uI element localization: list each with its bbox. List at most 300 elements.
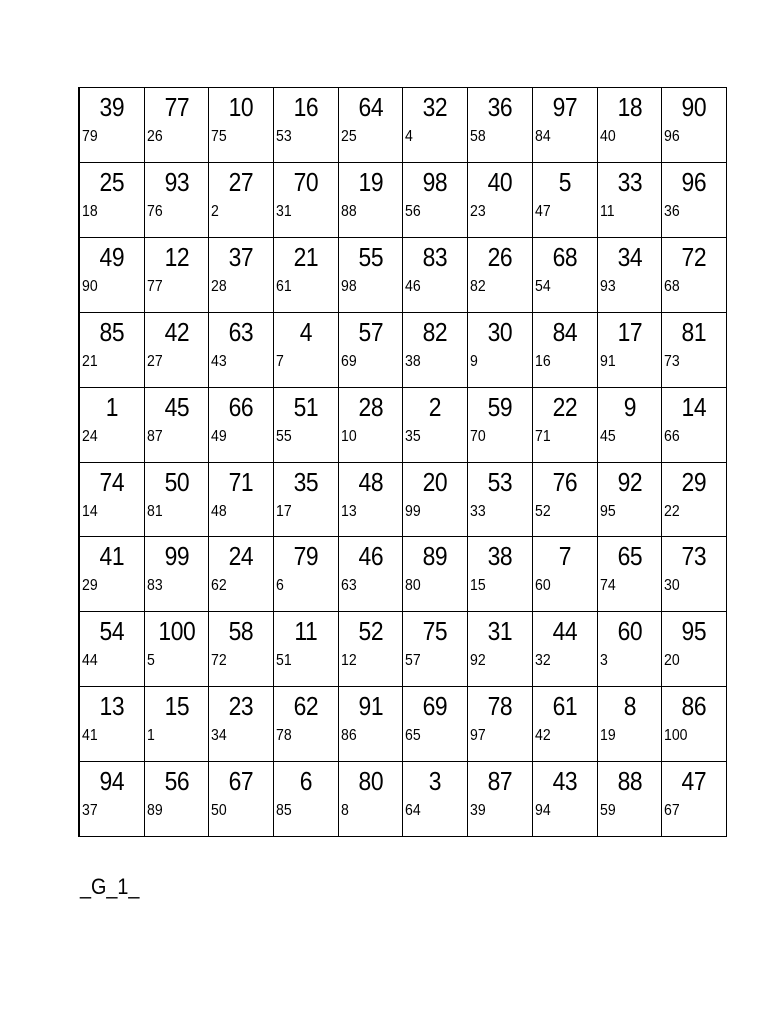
grid-cell: [80, 762, 145, 837]
grid-cell: [209, 687, 274, 762]
cell-main-number: 27: [228, 166, 254, 197]
cell-sub-number: 64: [405, 802, 422, 820]
grid-cell: [468, 687, 533, 762]
cell-sub-number: 92: [470, 652, 486, 670]
grid-cell: [80, 463, 145, 538]
cell-sub-number: 76: [146, 202, 163, 220]
grid-cell: [598, 163, 663, 238]
grid-cell: [533, 313, 598, 388]
cell-sub-number: 4: [405, 128, 414, 145]
cell-main-number: 42: [164, 316, 189, 347]
grid-cell: [662, 762, 727, 837]
grid-cell: [80, 388, 145, 463]
cell-main-number: 99: [164, 541, 189, 572]
grid-cell: [274, 163, 339, 238]
grid-cell: [209, 612, 274, 687]
grid-cell: [339, 762, 404, 837]
cell-main-number: 81: [681, 316, 707, 347]
cell-sub-number: 80: [405, 577, 422, 595]
cell-sub-number: 96: [664, 128, 680, 145]
cell-main-number: 40: [487, 166, 513, 197]
cell-main-number: 87: [487, 766, 513, 797]
cell-main-number: 70: [293, 166, 319, 197]
cell-sub-number: 84: [534, 128, 551, 145]
cell-sub-number: 48: [211, 502, 228, 520]
grid-cell: [662, 537, 727, 612]
cell-main-number: 17: [617, 316, 642, 347]
cell-sub-number: 94: [534, 802, 551, 820]
cell-main-number: 47: [681, 766, 707, 797]
cell-sub-number: 21: [82, 352, 98, 370]
cell-sub-number: 95: [599, 502, 616, 520]
cell-sub-number: 39: [470, 802, 486, 820]
grid-cell: [274, 612, 339, 687]
cell-main-number: 31: [487, 616, 513, 647]
cell-sub-number: 28: [211, 277, 228, 295]
grid-cell: [274, 88, 339, 163]
cell-main-number: 34: [617, 241, 642, 272]
grid-cell: [598, 388, 663, 463]
cell-main-number: 100: [158, 616, 195, 647]
cell-sub-number: 86: [340, 727, 357, 745]
cell-sub-number: 42: [534, 727, 551, 745]
cell-main-number: 13: [99, 691, 125, 722]
grid-cell: [598, 313, 663, 388]
cell-sub-number: 12: [340, 652, 357, 670]
cell-sub-number: 11: [599, 202, 615, 220]
grid-cell: [598, 612, 663, 687]
cell-sub-number: 29: [82, 577, 98, 595]
cell-main-number: 25: [99, 166, 125, 197]
cell-sub-number: 97: [470, 727, 486, 745]
grid-cell: [598, 463, 663, 538]
cell-sub-number: 63: [340, 577, 357, 595]
grid-cell: [145, 163, 210, 238]
cell-sub-number: 89: [146, 802, 163, 820]
cell-sub-number: 54: [534, 277, 551, 295]
grid-cell: [662, 238, 727, 313]
cell-sub-number: 24: [82, 427, 98, 445]
cell-main-number: 41: [99, 541, 125, 572]
cell-sub-number: 60: [534, 577, 551, 595]
cell-sub-number: 23: [470, 202, 486, 220]
cell-sub-number: 88: [340, 202, 357, 220]
grid-cell: [468, 88, 533, 163]
cell-main-number: 49: [99, 241, 125, 272]
cell-sub-number: 91: [599, 352, 616, 370]
cell-sub-number: 15: [470, 577, 486, 595]
grid-cell: [339, 163, 404, 238]
grid-cell: [403, 313, 468, 388]
cell-main-number: 24: [228, 541, 254, 572]
cell-main-number: 65: [617, 541, 642, 572]
cell-sub-number: 35: [405, 427, 422, 445]
grid-cell: [145, 537, 210, 612]
grid-cell: [274, 388, 339, 463]
cell-main-number: 54: [99, 616, 125, 647]
cell-sub-number: 83: [146, 577, 163, 595]
cell-sub-number: 3: [599, 652, 608, 670]
grid-cell: [662, 88, 727, 163]
cell-main-number: 15: [164, 691, 189, 722]
grid-cell: [274, 537, 339, 612]
grid-cell: [274, 463, 339, 538]
cell-main-number: 39: [99, 92, 125, 122]
cell-main-number: 29: [681, 466, 707, 497]
grid-cell: [403, 238, 468, 313]
cell-sub-number: 26: [146, 128, 163, 145]
grid-cell: [274, 687, 339, 762]
cell-main-number: 43: [552, 766, 578, 797]
cell-sub-number: 57: [405, 652, 422, 670]
cell-main-number: 56: [164, 766, 189, 797]
cell-main-number: 74: [99, 466, 125, 497]
cell-main-number: 38: [487, 541, 513, 572]
cell-main-number: 5: [558, 166, 571, 197]
cell-sub-number: 6: [276, 577, 284, 595]
grid-cell: [468, 313, 533, 388]
cell-main-number: 26: [487, 241, 513, 272]
cell-sub-number: 17: [276, 502, 292, 520]
cell-main-number: 86: [681, 691, 707, 722]
grid-cell: [533, 238, 598, 313]
grid-cell: [339, 463, 404, 538]
grid-cell: [403, 537, 468, 612]
grid-cell: [209, 313, 274, 388]
cell-main-number: 80: [358, 766, 383, 797]
cell-sub-number: 10: [340, 427, 357, 445]
grid-cell: [339, 88, 404, 163]
grid-cell: [533, 163, 598, 238]
cell-main-number: 37: [228, 241, 254, 272]
cell-main-number: 32: [423, 92, 448, 122]
grid-cell: [209, 537, 274, 612]
cell-sub-number: 77: [146, 277, 163, 295]
cell-sub-number: 51: [276, 652, 292, 670]
grid-cell: [209, 88, 274, 163]
cell-sub-number: 69: [340, 352, 357, 370]
grid-cell: [209, 762, 274, 837]
grid-cell: [533, 612, 598, 687]
cell-sub-number: 37: [82, 802, 98, 820]
cell-sub-number: 34: [211, 727, 228, 745]
cell-main-number: 36: [487, 92, 513, 122]
grid-cell: [662, 612, 727, 687]
cell-sub-number: 8: [340, 802, 349, 820]
grid-cell: [145, 238, 210, 313]
grid-cell: [80, 612, 145, 687]
grid-cell: [403, 388, 468, 463]
cell-main-number: 57: [358, 316, 383, 347]
cell-main-number: 23: [228, 691, 254, 722]
cell-main-number: 75: [423, 616, 448, 647]
cell-main-number: 93: [164, 166, 189, 197]
cell-main-number: 58: [228, 616, 254, 647]
grid-cell: [533, 687, 598, 762]
cell-sub-number: 43: [211, 352, 228, 370]
grid-cell: [403, 88, 468, 163]
cell-sub-number: 53: [276, 128, 292, 145]
grid-cell: [145, 762, 210, 837]
cell-sub-number: 100: [664, 727, 688, 745]
cell-main-number: 21: [293, 241, 319, 272]
cell-main-number: 9: [623, 391, 636, 422]
grid-cell: [533, 88, 598, 163]
cell-sub-number: 1: [146, 727, 155, 745]
cell-sub-number: 2: [211, 202, 220, 220]
grid-cell: [598, 88, 663, 163]
cell-main-number: 76: [552, 466, 578, 497]
cell-sub-number: 81: [146, 502, 163, 520]
grid-cell: [339, 612, 404, 687]
grid-cell: [662, 687, 727, 762]
cell-main-number: 95: [681, 616, 707, 647]
cell-main-number: 8: [623, 691, 636, 722]
cell-main-number: 83: [423, 241, 448, 272]
cell-sub-number: 71: [534, 427, 551, 445]
grid-cell: [598, 762, 663, 837]
cell-main-number: 94: [99, 766, 125, 797]
cell-sub-number: 62: [211, 577, 228, 595]
cell-sub-number: 90: [82, 277, 98, 295]
cell-main-number: 50: [164, 466, 189, 497]
grid-cell: [339, 388, 404, 463]
grid-cell: [145, 388, 210, 463]
cell-main-number: 97: [552, 92, 578, 122]
cell-sub-number: 65: [405, 727, 422, 745]
cell-main-number: 12: [164, 241, 189, 272]
cell-sub-number: 38: [405, 352, 422, 370]
cell-main-number: 59: [487, 391, 513, 422]
cell-sub-number: 14: [82, 502, 98, 520]
cell-main-number: 73: [681, 541, 707, 572]
cell-sub-number: 31: [276, 202, 292, 220]
cell-sub-number: 68: [664, 277, 680, 295]
cell-main-number: 46: [358, 541, 383, 572]
cell-sub-number: 44: [82, 652, 98, 670]
cell-main-number: 78: [487, 691, 513, 722]
grid-cell: [403, 463, 468, 538]
grid-cell: [145, 463, 210, 538]
cell-main-number: 61: [552, 691, 578, 722]
grid-cell: [662, 313, 727, 388]
cell-sub-number: 47: [534, 202, 551, 220]
cell-sub-number: 70: [470, 427, 486, 445]
cell-sub-number: 13: [340, 502, 357, 520]
cell-main-number: 14: [681, 391, 707, 422]
cell-main-number: 11: [294, 616, 318, 647]
number-grid: [78, 87, 727, 837]
page-code: _G_1_: [80, 874, 140, 899]
cell-sub-number: 74: [599, 577, 616, 595]
grid-cell: [209, 463, 274, 538]
cell-main-number: 72: [681, 241, 707, 272]
cell-main-number: 19: [358, 166, 383, 197]
cell-main-number: 88: [617, 766, 642, 797]
cell-main-number: 92: [617, 466, 642, 497]
cell-sub-number: 93: [599, 277, 616, 295]
grid-cell: [662, 388, 727, 463]
cell-main-number: 4: [299, 316, 313, 347]
cell-sub-number: 56: [405, 202, 422, 220]
cell-sub-number: 55: [276, 427, 292, 445]
cell-main-number: 60: [617, 616, 642, 647]
cell-main-number: 55: [358, 241, 383, 272]
cell-main-number: 44: [552, 616, 578, 647]
cell-sub-number: 66: [664, 427, 680, 445]
cell-main-number: 3: [429, 766, 442, 797]
cell-sub-number: 30: [664, 577, 680, 595]
cell-sub-number: 72: [211, 652, 228, 670]
cell-sub-number: 7: [276, 352, 284, 370]
cell-main-number: 67: [228, 766, 254, 797]
grid-cell: [468, 238, 533, 313]
grid-cell: [339, 537, 404, 612]
cell-main-number: 33: [617, 166, 642, 197]
grid-cell: [403, 163, 468, 238]
cell-main-number: 53: [487, 466, 513, 497]
grid-cell: [533, 537, 598, 612]
grid-cell: [80, 537, 145, 612]
grid-cell: [274, 313, 339, 388]
cell-main-number: 16: [293, 92, 319, 122]
cell-sub-number: 27: [146, 352, 163, 370]
cell-main-number: 98: [423, 166, 448, 197]
grid-cell: [662, 463, 727, 538]
grid-cell: [468, 163, 533, 238]
grid-cell: [209, 238, 274, 313]
cell-sub-number: 73: [664, 352, 680, 370]
cell-sub-number: 85: [276, 802, 292, 820]
grid-cell: [80, 687, 145, 762]
cell-sub-number: 58: [470, 128, 486, 145]
grid-cell: [339, 238, 404, 313]
cell-main-number: 20: [423, 466, 448, 497]
grid-cell: [533, 463, 598, 538]
cell-main-number: 22: [552, 391, 578, 422]
cell-sub-number: 45: [599, 427, 616, 445]
grid-cell: [533, 762, 598, 837]
cell-sub-number: 25: [340, 128, 357, 145]
cell-sub-number: 52: [534, 502, 551, 520]
cell-main-number: 28: [358, 391, 383, 422]
cell-main-number: 89: [423, 541, 448, 572]
cell-main-number: 18: [617, 92, 642, 122]
cell-main-number: 2: [429, 391, 442, 422]
grid-cell: [403, 612, 468, 687]
cell-main-number: 1: [105, 391, 118, 422]
cell-main-number: 69: [423, 691, 448, 722]
cell-sub-number: 18: [82, 202, 98, 220]
grid-cell: [209, 388, 274, 463]
grid-cell: [598, 537, 663, 612]
cell-sub-number: 22: [664, 502, 680, 520]
cell-sub-number: 99: [405, 502, 422, 520]
cell-main-number: 66: [228, 391, 254, 422]
cell-sub-number: 49: [211, 427, 228, 445]
grid-cell: [80, 313, 145, 388]
cell-main-number: 71: [228, 466, 254, 497]
cell-main-number: 84: [552, 316, 578, 347]
cell-main-number: 51: [293, 391, 319, 422]
cell-main-number: 64: [358, 92, 383, 122]
grid-cell: [145, 88, 210, 163]
grid-cell: [339, 687, 404, 762]
grid-cell: [662, 163, 727, 238]
cell-main-number: 35: [293, 466, 319, 497]
cell-sub-number: 40: [599, 128, 616, 145]
cell-main-number: 45: [164, 391, 189, 422]
cell-sub-number: 16: [534, 352, 551, 370]
cell-sub-number: 82: [470, 277, 486, 295]
grid-cell: [598, 687, 663, 762]
grid-cell: [468, 463, 533, 538]
cell-sub-number: 20: [664, 652, 680, 670]
grid-cell: [468, 388, 533, 463]
grid-cell: [468, 612, 533, 687]
grid-cell: [339, 313, 404, 388]
grid-cell: [80, 238, 145, 313]
cell-main-number: 30: [487, 316, 513, 347]
grid-cell: [80, 88, 145, 163]
grid-cell: [274, 762, 339, 837]
grid-cell: [145, 313, 210, 388]
cell-main-number: 10: [228, 92, 254, 122]
cell-sub-number: 36: [664, 202, 680, 220]
grid-cell: [209, 163, 274, 238]
cell-main-number: 52: [358, 616, 383, 647]
cell-sub-number: 5: [146, 652, 155, 670]
cell-main-number: 85: [99, 316, 125, 347]
cell-main-number: 79: [293, 541, 319, 572]
cell-main-number: 7: [558, 541, 571, 572]
cell-main-number: 62: [293, 691, 319, 722]
cell-main-number: 91: [358, 691, 383, 722]
cell-sub-number: 32: [534, 652, 551, 670]
grid-cell: [145, 612, 210, 687]
cell-main-number: 6: [299, 766, 313, 797]
grid-cell: [145, 687, 210, 762]
grid-cell: [403, 762, 468, 837]
cell-sub-number: 98: [340, 277, 357, 295]
cell-main-number: 68: [552, 241, 578, 272]
cell-sub-number: 59: [599, 802, 616, 820]
cell-sub-number: 78: [276, 727, 292, 745]
cell-sub-number: 75: [211, 128, 228, 145]
grid-cell: [468, 537, 533, 612]
cell-sub-number: 33: [470, 502, 486, 520]
cell-sub-number: 46: [405, 277, 422, 295]
grid-cell: [80, 163, 145, 238]
cell-main-number: 48: [358, 466, 383, 497]
grid-cell: [468, 762, 533, 837]
grid-cell: [533, 388, 598, 463]
grid-cell: [403, 687, 468, 762]
cell-sub-number: 67: [664, 802, 680, 820]
cell-sub-number: 9: [470, 352, 479, 370]
cell-main-number: 90: [681, 92, 707, 122]
cell-sub-number: 79: [82, 128, 98, 145]
cell-sub-number: 41: [82, 727, 98, 745]
cell-sub-number: 50: [211, 802, 228, 820]
cell-sub-number: 61: [276, 277, 292, 295]
grid-cell: [274, 238, 339, 313]
grid-cell: [598, 238, 663, 313]
cell-main-number: 82: [423, 316, 448, 347]
cell-main-number: 96: [681, 166, 707, 197]
cell-sub-number: 87: [146, 427, 163, 445]
cell-main-number: 77: [164, 92, 189, 122]
